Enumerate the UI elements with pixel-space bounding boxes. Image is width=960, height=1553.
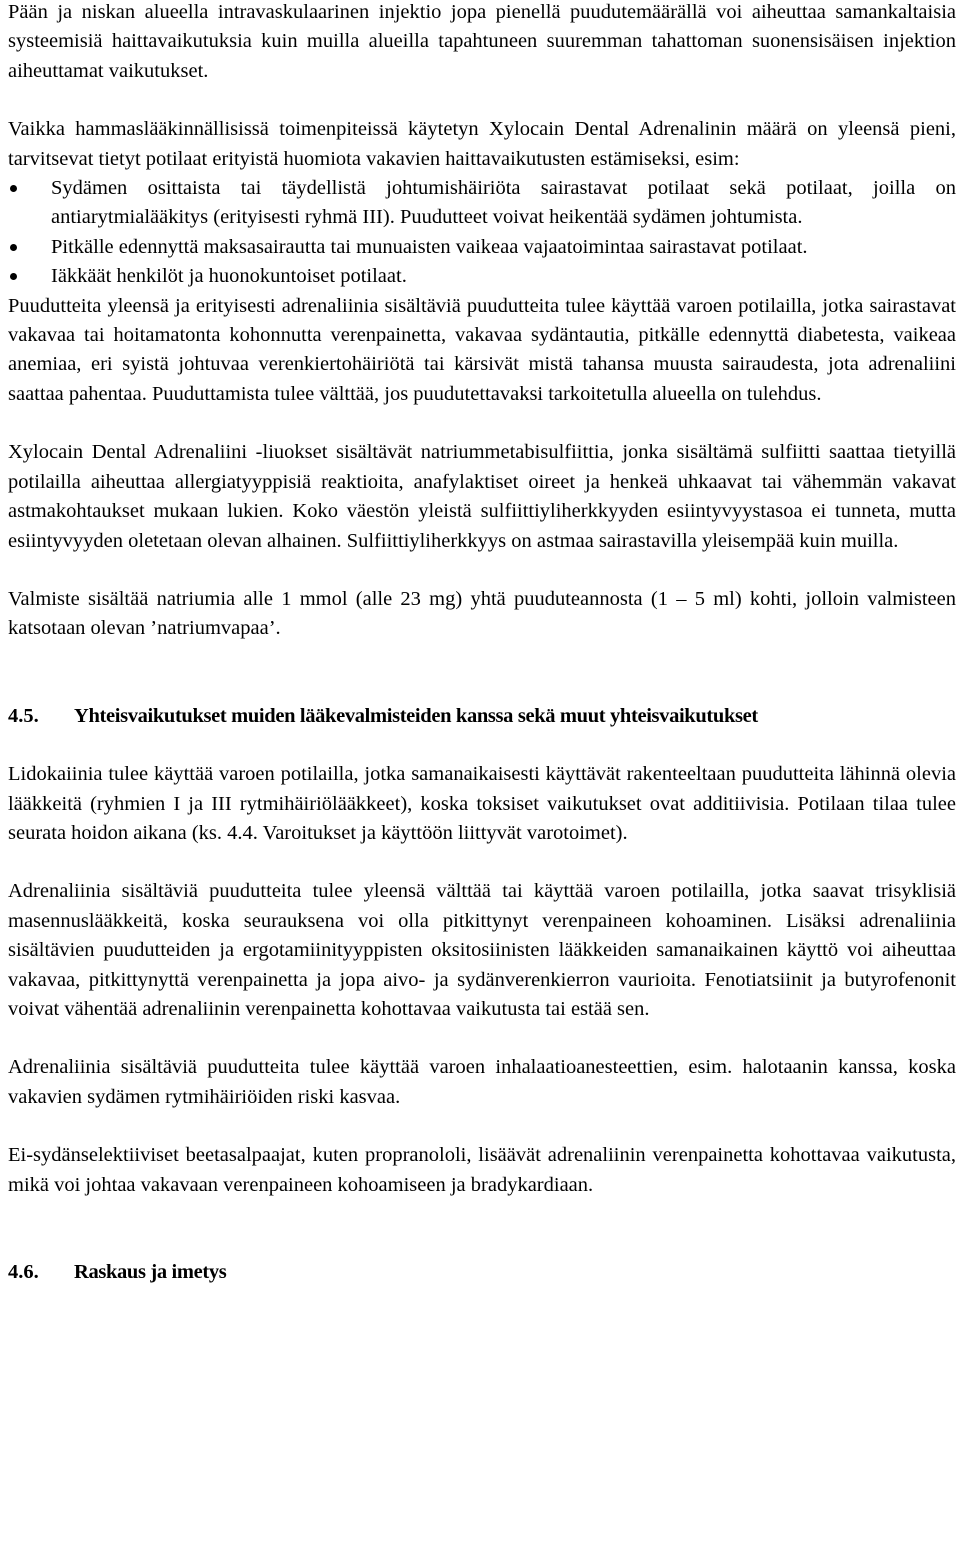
list-item [8, 262, 956, 291]
paragraph-adrenaline-antidepressants: Adrenaliinia sisältäviä puudutteita tulee yleensä välttää tai käyttää varoen potilailla, jotka saavat trisyklisiä masennuslääkkeitä, koska seurauksena voi olla pitkittynyt verenpaineen kohoaminen. Lisäksi adrenaliinia sisältävien puudutteiden ja ergotamiinityyppisten oksitosiinisten lääkkeiden samanaikainen käyttö voi aiheuttaa vakavaa, pitkittynyttä verenpainetta ja jopa aivo- ja sydänverenkierron vaurioita. Fenotiatsiinit ja butyrofenonit voivat vähentää adrenaliinin verenpainetta kohottavaa vaikutusta tai estää sen. [8, 880, 956, 1020]
list-item [8, 174, 956, 233]
paragraph-caution-patients: Puudutteita yleensä ja erityisesti adrenaliinia sisältäviä puudutteita tulee käyttää varoen potilailla, jotka sairastavat vakavaa tai hoitamatonta kohonnutta verenpainetta, vakavaa sydäntautia, pitkälle edennyttä diabetesta, vaikeaa anemiaa, eri syistä johtuvaa verenkiertohäiriötä tai kärsivät mistä tahansa muusta sairaudesta, jota adrenaliini saattaa pahentaa. Puuduttamista tulee välttää, jos puudutettavaksi tarkoitetulla alueella on tulehdus. [8, 294, 956, 405]
paragraph-lidocaine: Lidokaiinia tulee käyttää varoen potilailla, jotka samanaikaisesti käyttävät rakenteeltaan puudutteita lähinnä olevia lääkkeitä (ryhmien I ja III rytmihäiriölääkkeet), koska toksiset vaikutukset ovat additiivisia. Potilaan tilaa tulee seurata hoidon aikana (ks. 4.4. Varoitukset ja käyttöön liittyvät varotoimet). [8, 763, 956, 844]
bullet-icon [10, 273, 17, 280]
list-item-text: Iäkkäät henkilöt ja huonokuntoiset potilaat. [51, 265, 407, 288]
paragraph-inhalation-anesthetics: Adrenaliinia sisältäviä puudutteita tulee käyttää varoen inhalaatioanesteettien, esim. halotaanin kanssa, koska vakavien sydämen rytmihäiriöiden riski kasvaa. [8, 1056, 956, 1108]
paragraph-beta-blockers: Ei-sydänselektiiviset beetasalpaajat, kuten propranololi, lisäävät adrenaliinin verenpainetta kohottavaa vaikutusta, mikä voi johtaa vakavaan verenpaineen kohoamiseen ja bradykardiaan. [8, 1144, 956, 1196]
list-item-text: Sydämen osittaista tai täydellistä johtumishäiriöta sairastavat potilaat sekä potilaat, joilla on antiarytmialääkitys (erityisesti ryhmä III). Puudutteet voivat heikentää sydämen johtumista. [51, 177, 956, 229]
section-title: Yhteisvaikutukset muiden lääkevalmisteiden kanssa sekä muut yhteisvaikutukset [74, 704, 758, 727]
risk-patient-list [8, 174, 956, 292]
list-item [8, 233, 956, 262]
bullet-icon [10, 185, 17, 192]
paragraph-intravascular-injection: Pään ja niskan alueella intravaskulaarinen injektio jopa pienellä puudutemäärällä voi aiheuttaa samankaltaisia systeemisiä haittavaikutuksia kuin muilla alueilla tapahtuneen suuremman tahattoman suonensisäisen injektion aiheuttamat vaikutukset. [8, 1, 956, 82]
list-item-text: Pitkälle edennyttä maksasairautta tai munuaisten vaikeaa vajaatoimintaa sairastavat potilaat. [51, 235, 808, 258]
section-heading-4-6 [8, 1258, 956, 1287]
paragraph-sulfite: Xylocain Dental Adrenaliini -liuokset sisältävät natriummetabisulfiittia, jonka sisältämä sulfiitti saattaa tietyillä potilailla aiheuttaa allergiatyyppisiä reaktioita, anafylaktiset oireet ja henkeä uhkaavat tai vähemmän vakavat astmakohtaukset mukaan lukien. Koko väestön yleistä sulfiittiyliherkkyyden esiintyvyystasoa ei tunneta, mutta esiintyvyyden oletetaan olevan alhainen. Sulfiittiyliherkkyys on astmaa sairastavilla yleisempää kuin muilla. [8, 441, 956, 552]
section-number: 4.6. [8, 1261, 39, 1283]
paragraph-sodium: Valmiste sisältää natriumia alle 1 mmol (alle 23 mg) yhtä puuduteannosta (1 – 5 ml) kohti, jolloin valmisteen katsotaan olevan ’natriumvapaa’. [8, 587, 956, 640]
bullet-icon [10, 244, 17, 251]
paragraph-special-attention: Vaikka hammaslääkinnällisissä toimenpiteissä käytetyn Xylocain Dental Adrenalinin määrä on yleensä pieni, tarvitsevat tietyt potilaat erityistä huomiota vakavien haittavaikutusten estämiseksi, esim: [8, 118, 956, 170]
document-page [8, 0, 956, 1287]
section-number: 4.5. [8, 704, 39, 727]
section-heading-4-5 [8, 702, 956, 731]
section-title: Raskaus ja imetys [74, 1261, 227, 1283]
